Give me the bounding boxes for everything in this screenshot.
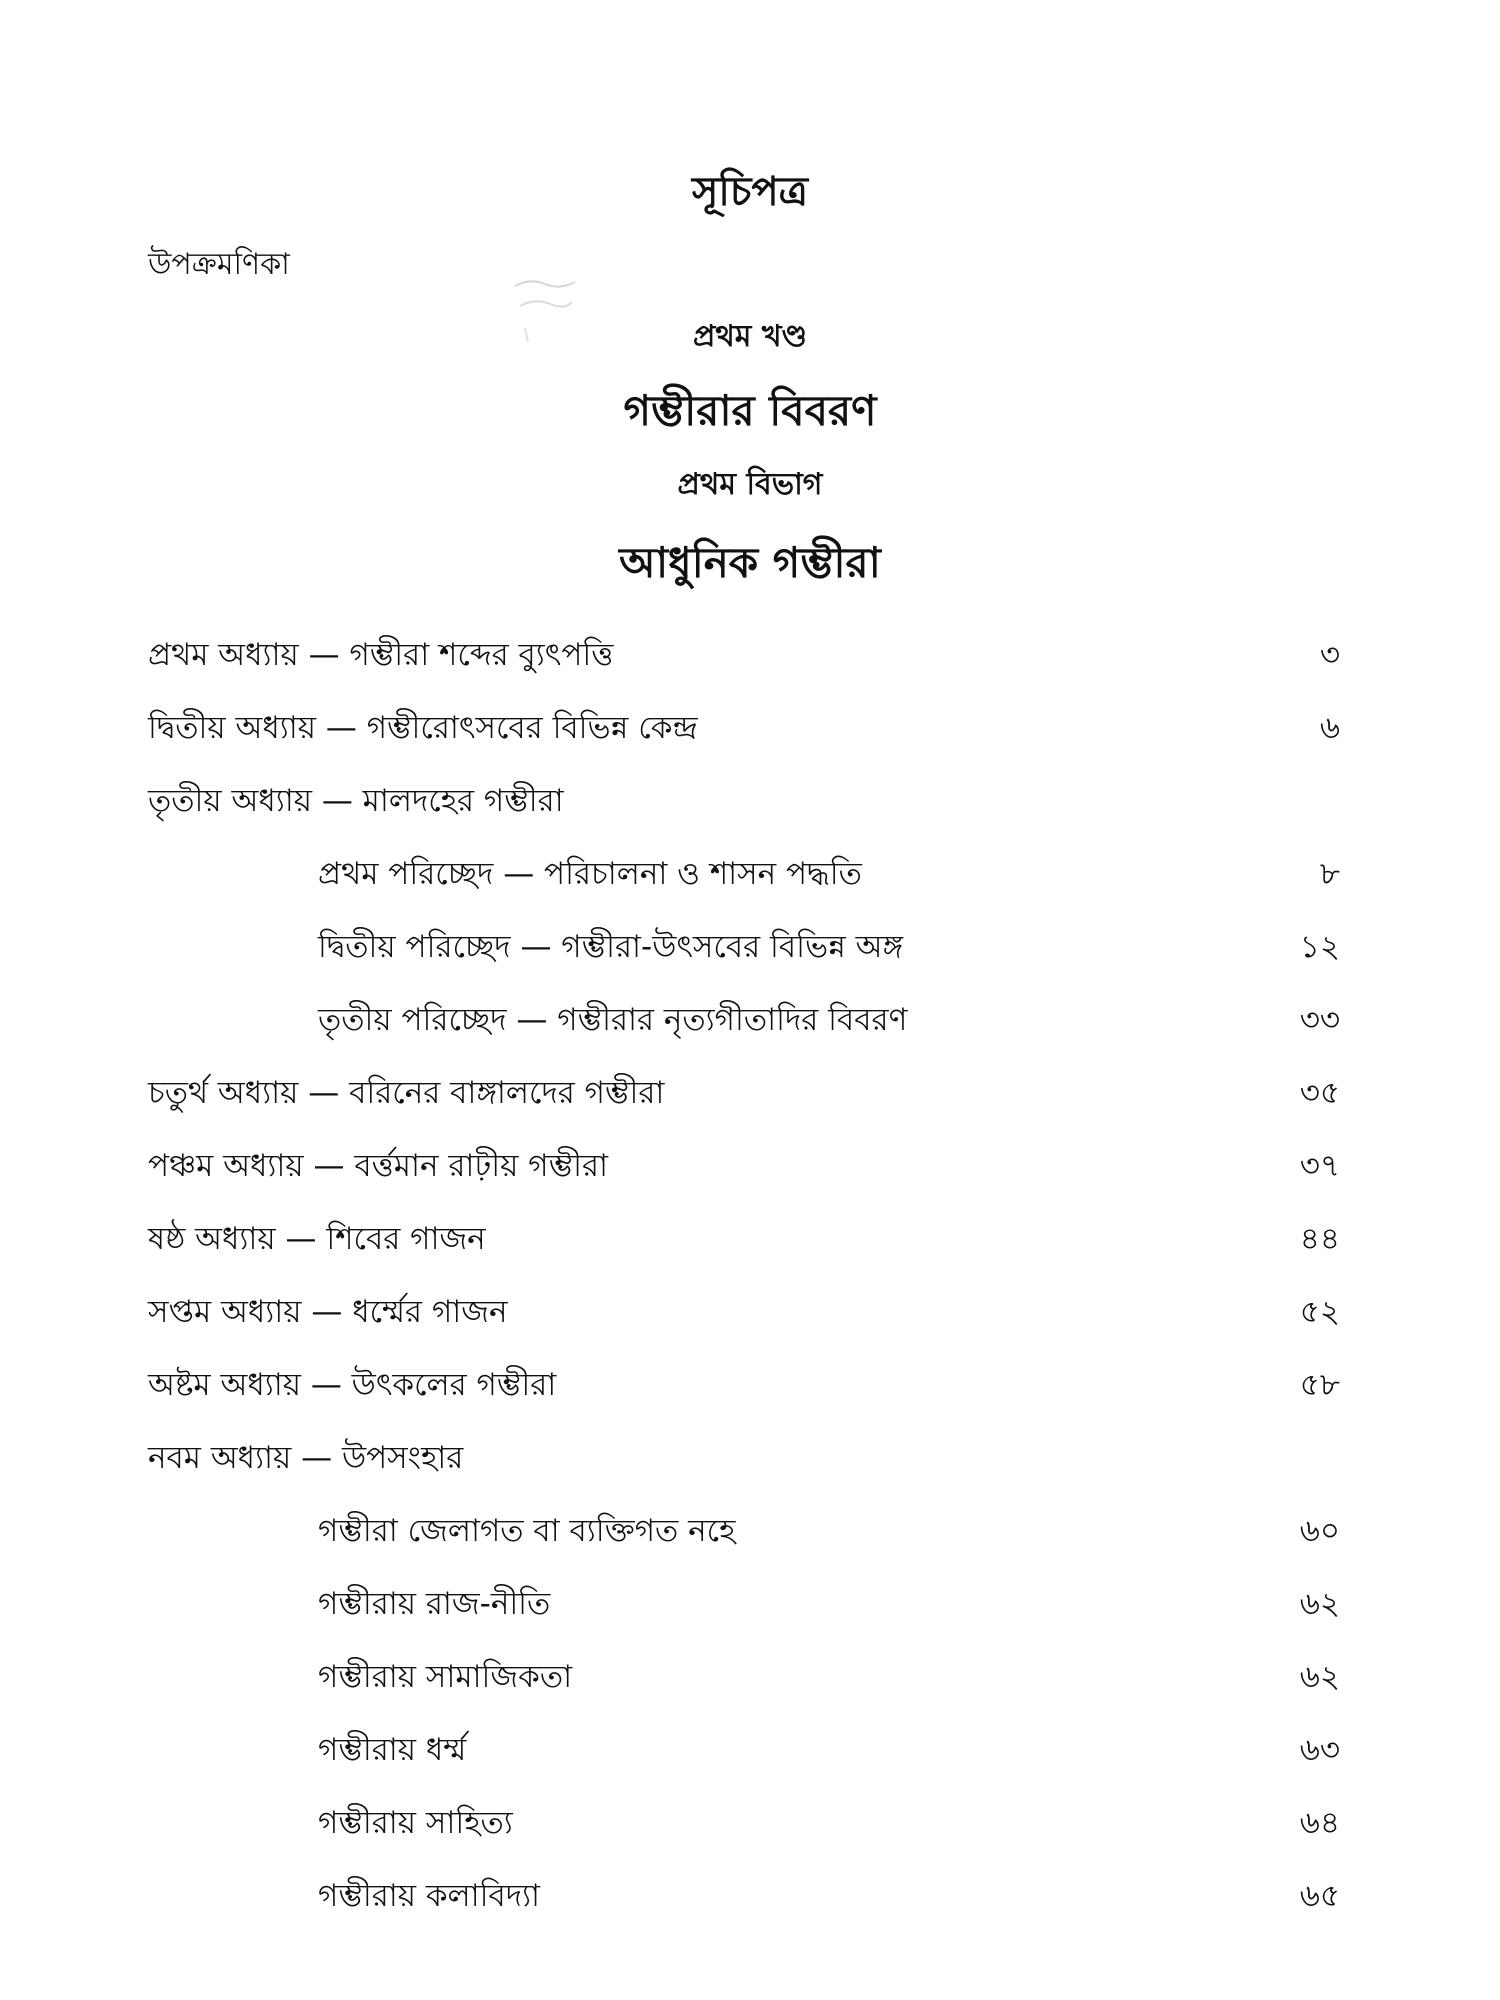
toc-page-number: ৮: [1319, 856, 1340, 892]
toc-row: [0, 1728, 1500, 1772]
page-title: সূচিপত্র: [692, 169, 808, 215]
toc-entry-text: সপ্তম অধ্যায় — ধর্ম্মের গাজন: [148, 1294, 508, 1330]
toc-row: [0, 925, 1500, 969]
toc-entry-text: অষ্টম অধ্যায় — উৎকলের গম্ভীরা: [148, 1367, 557, 1403]
part-title: গম্ভীরার বিবরণ: [623, 386, 877, 435]
part-label: প্রথম খণ্ড: [692, 319, 808, 354]
toc-row: [0, 1655, 1500, 1699]
toc-page-number: ৩: [1319, 637, 1340, 673]
toc-entry-text: গম্ভীরায় সাহিত্য: [318, 1805, 513, 1841]
toc-row: [0, 1071, 1500, 1115]
toc-row: [0, 633, 1500, 677]
toc-page-number: ১২: [1299, 929, 1340, 965]
toc-row: [0, 852, 1500, 896]
toc-page-number: ৬৪: [1299, 1805, 1340, 1841]
toc-page-number: ৬৫: [1299, 1878, 1340, 1914]
toc-entry-text: দ্বিতীয় অধ্যায় — গম্ভীরোৎসবের বিভিন্ন কেন্দ্র: [148, 710, 698, 746]
toc-page-number: ৬২: [1299, 1586, 1340, 1622]
toc-row: [0, 998, 1500, 1042]
toc-page-number: ৩৫: [1299, 1075, 1340, 1111]
toc-intro-entry: উপক্রমণিকা: [148, 247, 290, 282]
toc-page-number: ৩৭: [1299, 1148, 1340, 1184]
toc-entry-text: নবম অধ্যায় — উপসংহার: [148, 1440, 464, 1476]
toc-entry-text: গম্ভীরায় ধর্ম্ম: [318, 1732, 467, 1768]
toc-page-number: ৬: [1319, 710, 1340, 746]
toc-entry-text: তৃতীয় পরিচ্ছেদ — গম্ভীরার নৃত্যগীতাদির বিবরণ: [318, 1002, 908, 1038]
toc-entry-text: গম্ভীরায় সামাজিকতা: [318, 1659, 573, 1695]
toc-row: [0, 779, 1500, 823]
toc-entry-text: গম্ভীরায় রাজ-নীতি: [318, 1586, 551, 1622]
toc-row: [0, 1801, 1500, 1845]
toc-page-number: ৪৪: [1299, 1221, 1340, 1257]
toc-entry-text: দ্বিতীয় পরিচ্ছেদ — গম্ভীরা-উৎসবের বিভিন্ন অঙ্গ: [318, 929, 904, 965]
section-title: আধুনিক গম্ভীরা: [619, 538, 881, 587]
toc-entry-text: গম্ভীরা জেলাগত বা ব্যক্তিগত নহে: [318, 1513, 736, 1549]
toc-page-number: ৬৩: [1299, 1732, 1340, 1768]
toc-row: [0, 1217, 1500, 1261]
toc-entry-text: পঞ্চম অধ্যায় — বর্ত্তমান রাঢ়ীয় গম্ভীরা: [148, 1148, 609, 1184]
toc-page-number: ৩৩: [1299, 1002, 1340, 1038]
toc-row: [0, 1144, 1500, 1188]
toc-entry-text: তৃতীয় অধ্যায় — মালদহের গম্ভীরা: [148, 783, 564, 819]
toc-entry-text: চতুর্থ অধ্যায় — বরিনের বাঙ্গালদের গম্ভীরা: [148, 1075, 665, 1111]
toc-page-number: ৬০: [1299, 1513, 1340, 1549]
toc-row: [0, 1290, 1500, 1334]
toc-entry-text: গম্ভীরায় কলাবিদ্যা: [318, 1878, 541, 1914]
toc-entry-text: প্রথম পরিচ্ছেদ — পরিচালনা ও শাসন পদ্ধতি: [318, 856, 862, 892]
toc-row: [0, 1436, 1500, 1480]
toc-row: [0, 706, 1500, 750]
toc-row: [0, 1509, 1500, 1553]
toc-row: [0, 1582, 1500, 1626]
toc-page-number: ৫৮: [1299, 1367, 1340, 1403]
toc-entry-text: প্রথম অধ্যায় — গম্ভীরা শব্দের ব্যুৎপত্তি: [148, 637, 614, 673]
toc-row: [0, 1874, 1500, 1918]
toc-page-number: ৫২: [1299, 1294, 1340, 1330]
toc-entry-text: ষষ্ঠ অধ্যায় — শিবের গাজন: [148, 1221, 486, 1257]
toc-row: [0, 1363, 1500, 1407]
section-label: প্রথম বিভাগ: [677, 467, 823, 502]
toc-page-number: ৬২: [1299, 1659, 1340, 1695]
